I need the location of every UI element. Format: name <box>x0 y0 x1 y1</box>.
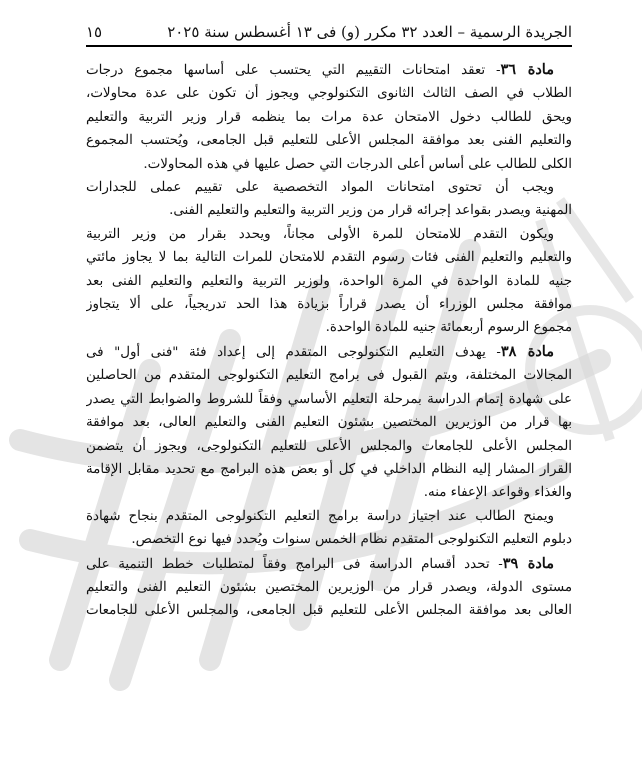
article-label: مادة ٣٨ <box>500 342 554 360</box>
text-line: بها قرار من الوزيرين المختصين بشئون التعليم الفنى والتعليم العالى، بعد موافقة <box>86 415 572 431</box>
article-label: مادة ٣٩ <box>502 554 554 572</box>
paragraph <box>86 176 572 223</box>
text-line: الطلاب في الصف الثالث الثانوى التكنولوجي ويجوز أن تكون على عدة محاولات، <box>86 86 572 102</box>
text-line: ويجب أن تحتوى امتحانات المواد التخصصية على تقييم عملى للجدارات <box>86 180 554 196</box>
text-line: الكلى للطالب على أساس أعلى الدرجات التي حصل عليها في هذه المحاولات. <box>143 156 572 172</box>
text-line: على شهادة إتمام الدراسة بمرحلة التعليم الأساسي وفقاً للشروط والضوابط التي يصدر <box>86 391 572 407</box>
text-line: - تعقد امتحانات التقييم التي يحتسب على أساسها مجموع درجات <box>86 63 501 78</box>
article-label: مادة ٣٦ <box>500 61 554 78</box>
paragraph <box>86 223 572 340</box>
text-line: والغذاء وقواعد الإعفاء منه. <box>423 485 572 501</box>
text-line: جنيه للمادة الواحدة في المرة الواحدة، ولوزير التربية والتعليم والتعليم الفنى بعد <box>86 273 572 289</box>
page-number: ١٥ <box>86 23 103 41</box>
document-body <box>86 58 572 623</box>
text-line: المجالات المختلفة، ويتم القبول فى برامج التعليم التكنولوجى المتقدم من الحاصلين <box>86 368 572 384</box>
text-line: والتعليم الفنى بعد موافقة المجلس الأعلى للتعليم قبل الجامعى، ويُحتسب المجموع <box>86 133 572 149</box>
text-line: المهنية ويصدر بقواعد إجرائه قرار من وزير التربية والتعليم والتعليم الفنى. <box>169 203 572 219</box>
article-38 <box>86 340 572 505</box>
text-line: القرار المشار إليه النظام الداخلي في كل أو بعض هذه البرامج مع تحديد مقابل الإقامة <box>86 461 572 477</box>
text-line: ويكون التقدم للامتحان للمرة الأولى مجاناً، ويحدد بقرار من وزير التربية <box>86 226 554 242</box>
text-line: ويمنح الطالب عند اجتياز دراسة برامج التعليم التكنولوجى المتقدم بنجاح شهادة <box>86 508 554 524</box>
text-line: - تحدد أقسام الدراسة فى البرامج وفقاً لمتطلبات خطط التنمية على <box>86 556 503 572</box>
header-title: الجريدة الرسمية – العدد ٣٢ مكرر (و) فى ١٣ أغسطس سنة ٢٠٢٥ <box>167 23 572 41</box>
paragraph <box>86 505 572 552</box>
text-line: مجموع الرسوم أربعمائة جنيه للمادة الواحدة. <box>325 320 572 336</box>
text-line: موافقة مجلس الوزراء أن يصدر قراراً بزيادة هذا الحد تدريجياً، على ألا يتجاوز <box>86 297 572 313</box>
header-rule <box>86 45 572 47</box>
text-line: والتعليم والتعليم الفنى فئات رسوم التقدم للامتحان للمرات التالية بما لا يجاوز مائتي <box>86 250 572 266</box>
text-line: العالى بعد موافقة المجلس الأعلى للتعليم قبل الجامعى، والمجلس الأعلى للجامعات <box>86 603 572 619</box>
article-36 <box>86 58 572 176</box>
text-line: دبلوم التعليم التكنولوجى المتقدم نظام الخمس سنوات ويُحدد فيها نوع التخصص. <box>131 532 572 548</box>
article-39 <box>86 552 572 623</box>
text-line: المجلس الأعلى للجامعات والمجلس الأعلى للتعليم التكنولوجى، ويجوز أن يتضمن <box>86 438 572 454</box>
text-line: ويحق للطالب دخول الامتحان عدة مرات بما ينظمه قرار وزير التربية والتعليم <box>86 109 572 125</box>
text-line: - يهدف التعليم التكنولوجى المتقدم إلى إعداد فئة "فنى أول" فى <box>86 344 501 360</box>
page-header <box>86 18 572 46</box>
text-line: مستوى الدولة، ويصدر قرار من الوزيرين المختصين بشئون التعليم الفنى والتعليم <box>86 579 572 595</box>
